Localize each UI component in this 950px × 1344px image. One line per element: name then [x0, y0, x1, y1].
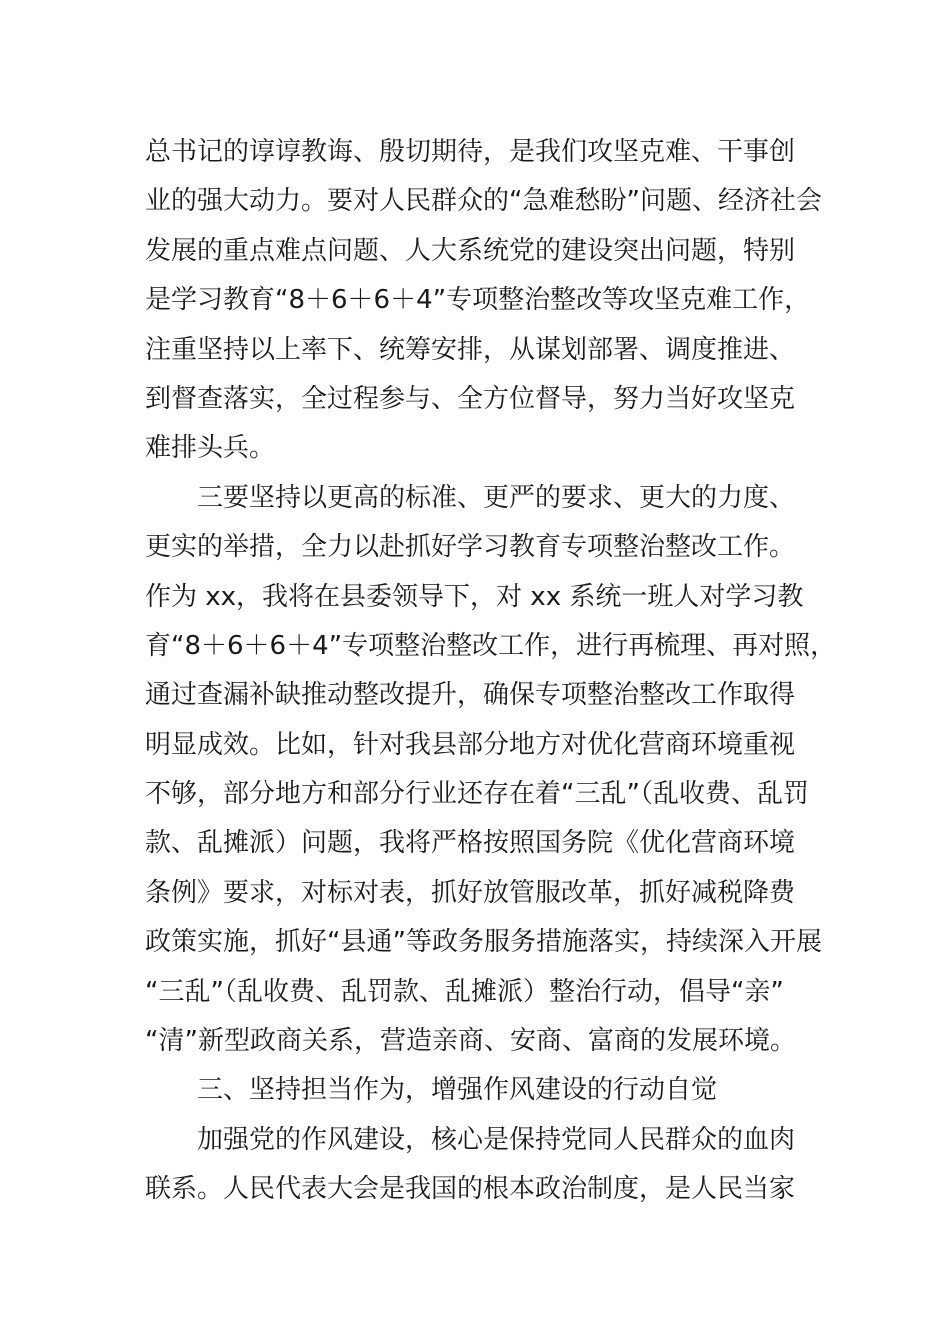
text-line: 作为 xx，我将在县委领导下，对 xx 系统一班人对学习教 — [145, 581, 804, 612]
text-line: 不够，部分地方和部分行业还存在着“三乱”（乱收费、乱罚 — [145, 779, 809, 810]
text-line: 是学习教育“8＋6＋6＋4”专项整治整改等攻坚克难工作， — [145, 285, 811, 316]
paragraph-first-line: 三要坚持以更高的标准、更严的要求、更大的力度、 — [197, 482, 796, 513]
text-line: 联系。人民代表大会是我国的根本政治制度，是人民当家 — [145, 1174, 796, 1205]
text-line: 到督查落实，全过程参与、全方位督导，努力当好攻坚克 — [145, 383, 796, 414]
section-heading: 三、坚持担当作为，增强作风建设的行动自觉 — [197, 1075, 718, 1106]
text-line: “清”新型政商关系，营造亲商、安商、富商的发展环境。 — [145, 1026, 796, 1057]
text-line: 业的强大动力。要对人民群众的“急难愁盼”问题、经济社会 — [145, 186, 822, 217]
paragraph-first-line: 加强党的作风建设，核心是保持党同人民群众的血肉 — [197, 1124, 796, 1155]
body-text — [145, 128, 845, 1215]
text-line: 难排头兵。 — [145, 433, 276, 464]
text-line: 条例》要求，对标对表，抓好放管服改革，抓好减税降费 — [145, 877, 796, 908]
text-line: 发展的重点难点问题、人大系统党的建设突出问题，特别 — [145, 235, 796, 266]
text-line: 政策实施，抓好“县通”等政务服务措施落实，持续深入开展 — [145, 927, 822, 958]
text-line: 明显成效。比如，针对我县部分地方对优化营商环境重视 — [145, 729, 796, 760]
text-line: “三乱”（乱收费、乱罚款、乱摊派）整治行动，倡导“亲” — [145, 976, 784, 1007]
text-line: 更实的举措，全力以赴抓好学习教育专项整治整改工作。 — [145, 532, 796, 563]
text-line: 款、乱摊派）问题，我将严格按照国务院《优化营商环境 — [145, 828, 796, 859]
text-line: 通过查漏补缺推动整改提升，确保专项整治整改工作取得 — [145, 680, 796, 711]
text-line: 总书记的谆谆教诲、殷切期待，是我们攻坚克难、干事创 — [145, 137, 796, 167]
text-line: 育“8＋6＋6＋4”专项整治整改工作，进行再梳理、再对照， — [145, 630, 837, 661]
text-line: 注重坚持以上率下、统筹安排，从谋划部署、调度推进、 — [145, 334, 796, 365]
